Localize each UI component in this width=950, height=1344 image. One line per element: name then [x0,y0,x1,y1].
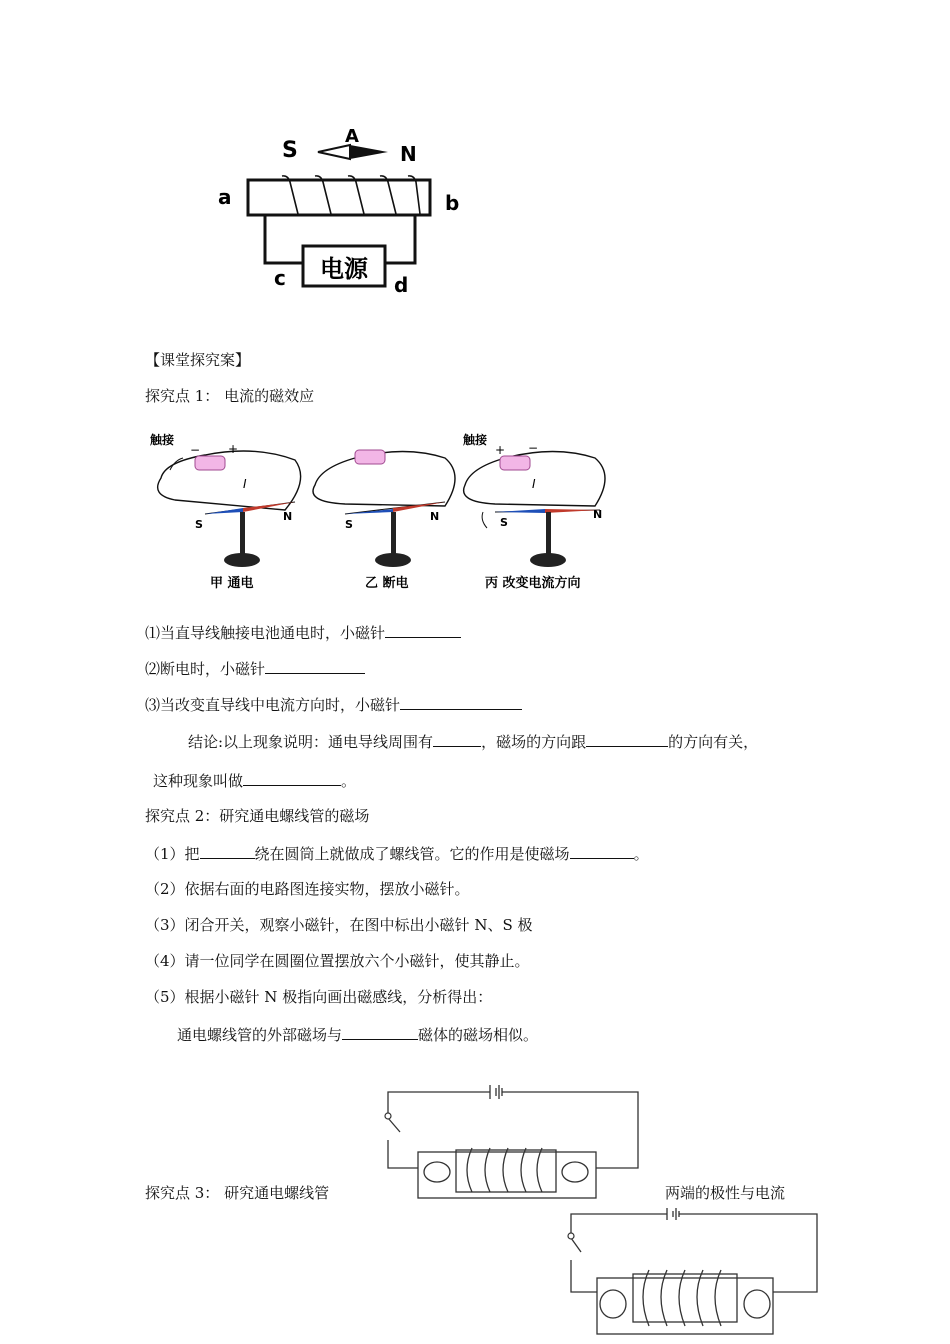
caption-2: 乙 断电 [365,576,409,591]
p2-step2: （2）依据右面的电路图连接实物，摆放小磁针。 [145,880,470,898]
current-label-1: I [243,477,247,491]
power-label: 电源 [320,255,368,283]
conclusion-c: 的方向有关， [668,733,759,751]
caption-1: 甲 通电 [210,576,254,591]
p1-q2-text: ⑵断电时，小磁针 [145,660,266,678]
needle-S-2: S [345,518,353,531]
label-N: N [400,142,417,166]
conclusion-a: 结论:以上现象说明：通电导线周围有 [188,733,434,751]
answer-blank-c2[interactable] [586,731,668,747]
needle-S-1: S [195,518,203,531]
conclusion-b: ，磁场的方向跟 [481,733,587,751]
answer-blank-s1a[interactable] [200,843,255,859]
step1-b: 绕在圆筒上就做成了螺线管。它的作用是使磁场 [254,845,570,863]
step1-c: 。 [633,845,649,863]
p2-heading: 探究点 2：研究通电螺线管的磁场 [145,807,370,825]
needle-N-2: N [430,510,440,523]
minus-3: − [528,441,539,455]
label-S: S [282,138,298,163]
panel-3 [463,432,605,591]
label-c: c [274,266,286,290]
answer-blank-q2[interactable] [265,658,365,674]
p1-q2 [145,658,365,679]
label-b: b [445,191,460,215]
p2-step6 [177,1024,538,1045]
p3-heading: 探究点 3： 研究通电螺线管 [145,1184,330,1202]
section-title: 【课堂探究案】 [145,351,251,369]
answer-blank-s6[interactable] [342,1024,418,1040]
oersted-experiment-figure [145,420,615,602]
needle-N-3: N [593,508,603,521]
p3-heading-right: 两端的极性与电流 [665,1184,786,1202]
plus-3: + [495,443,506,457]
step6-a: 通电螺线管的外部磁场与 [177,1026,343,1044]
current-label-3: I [532,477,536,491]
label-d: d [394,273,409,297]
step1-a: （1）把 [145,845,200,863]
answer-blank-q3[interactable] [400,694,522,710]
panel-1 [150,432,301,591]
p1-conclusion-2 [153,770,356,791]
conclusion2-b: 。 [341,772,357,790]
p2-step3: （3）闭合开关，观察小磁针，在图中标出小磁针 N、S 极 [145,916,533,934]
touch-label-1: 触接 [150,433,175,447]
conclusion2-a: 这种现象叫做 [153,772,244,790]
p1-q1 [145,622,461,643]
battery-1 [195,456,225,470]
p1-q3-text: ⑶当改变直导线中电流方向时，小磁针 [145,696,401,714]
answer-blank-q1[interactable] [385,622,461,638]
p2-step4: （4）请一位同学在圆圈位置摆放六个小磁针，使其静止。 [145,952,530,970]
p1-q1-text: ⑴当直导线触接电池通电时，小磁针 [145,624,386,642]
answer-blank-c1[interactable] [433,731,481,747]
solenoid-circuit-1 [380,1080,645,1200]
compass-needle-left [318,145,350,159]
touch-label-3: 触接 [463,433,488,447]
compass-needle-right [350,145,388,159]
caption-3: 丙 改变电流方向 [485,576,581,591]
battery-3 [500,456,530,470]
answer-blank-c3[interactable] [243,770,341,786]
p2-step1 [145,843,649,864]
panel-2 [313,450,455,591]
battery-2 [355,450,385,464]
minus-1: − [190,443,201,457]
solenoid-tube [248,180,430,215]
step6-b: 磁体的磁场相似。 [418,1026,539,1044]
plus-1: + [228,442,239,456]
p1-conclusion [188,731,758,752]
solenoid-circuit-2 [563,1208,823,1336]
answer-blank-s1b[interactable] [570,843,634,859]
p1-q3 [145,694,522,715]
solenoid-power-figure [210,120,480,305]
p2-step5: （5）根据小磁针 N 极指向画出磁感线，分析得出： [145,988,493,1006]
needle-N-1: N [283,510,293,523]
p1-heading: 探究点 1： 电流的磁效应 [145,387,315,405]
label-A: A [345,126,359,147]
needle-S-3: S [500,516,508,529]
label-a: a [218,185,232,209]
